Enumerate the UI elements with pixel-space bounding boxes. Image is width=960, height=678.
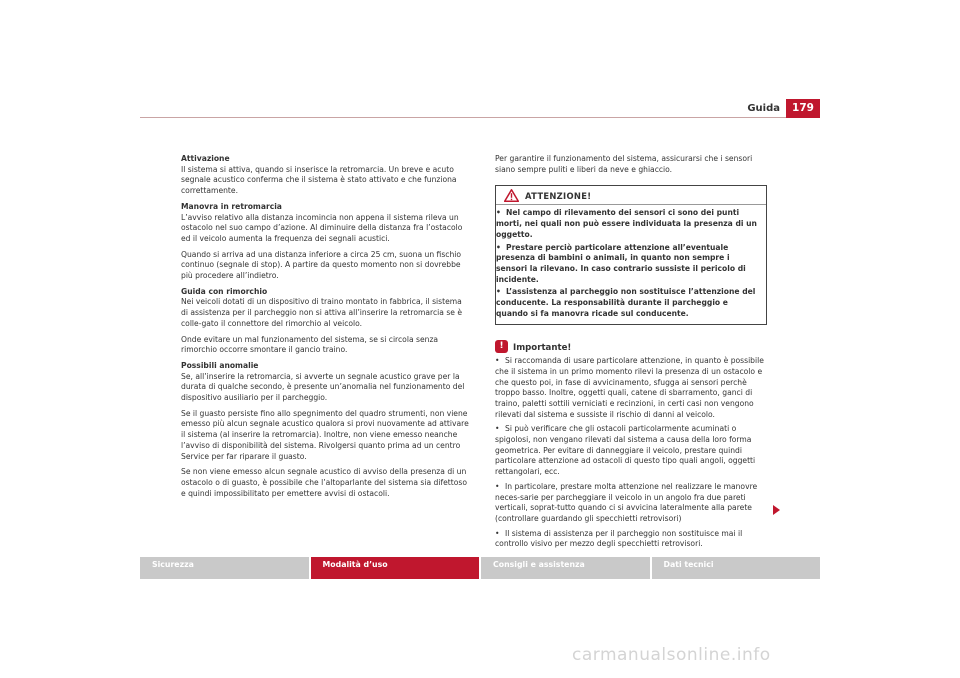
bullet: • xyxy=(495,528,500,538)
bullet: • xyxy=(495,356,500,366)
bullet: • xyxy=(496,208,501,218)
important-title: Importante! xyxy=(513,343,572,354)
header-rule xyxy=(140,117,820,118)
heading-manovra: Manovra in retromarcia xyxy=(181,201,282,211)
paragraph: Il sistema si attiva, quando si inserisce la retromarcia. Un breve e acuto segnale acustico conferma che il sistema è stato attivato e che funziona correttamente. xyxy=(181,164,457,196)
paragraph: Se, all’inserire la retromarcia, si avverte un segnale acustico grave per la durata di qualche secondo, è presente un’anomalia nel funzionamento del dispositivo ausiliario per il parcheggio. xyxy=(181,371,465,403)
warning-item: • L’assistenza al parcheggio non sostituisce l’attenzione del conducente. La responsabilità durante il parcheggio e quando si fa manovra ricade sul conducente. xyxy=(496,287,756,318)
bullet: • xyxy=(496,242,501,252)
page-number: 179 xyxy=(786,99,820,118)
important-item: • Il sistema di assistenza per il parcheggio non sostituisce mai il controllo visivo per mezzo degli specchietti retrovisori. xyxy=(495,528,743,549)
important-header xyxy=(495,339,767,354)
important-item: • Si può verificare che gli ostacoli particolarmente acuminati o spigolosi, non vengano rilevati dal sistema a causa della loro forma geometrica. Per evitare di danneggiare il veicolo, prestare quindi particolare attenzione ad ostacoli di questo tipo quali angoli, oggetti rettangolari, ecc. xyxy=(495,424,756,477)
tab-dati-tecnici[interactable]: Dati tecnici xyxy=(650,557,821,579)
bullet: • xyxy=(496,287,501,297)
warning-title: ATTENZIONE! xyxy=(525,190,592,201)
footer-nav xyxy=(140,557,820,579)
right-column xyxy=(495,154,767,554)
heading-anomalie: Possibili anomalie xyxy=(181,360,259,370)
important-item: • Si raccomanda di usare particolare attenzione, in quanto è possibile che il sistema in un primo momento rilevi la presenza di un ostacolo e che questo poi, in fase di avvicinamento, sfugga ai sensori perchè troppo basso. Inoltre, oggetti quali, catene di sbarramento, ganci di traino, paletti sottili verniciati e recinzioni, in certi casi non vengono rilevati dal sistema e sussiste il rischio di danni al veicolo. xyxy=(495,356,764,419)
bullet: • xyxy=(495,424,500,434)
bullet: • xyxy=(495,481,500,491)
tab-sicurezza[interactable]: Sicurezza xyxy=(140,557,309,579)
section-title: Guida xyxy=(747,103,780,114)
watermark: carmanualsonline.info xyxy=(572,645,771,665)
left-column xyxy=(181,154,471,504)
intro-paragraph: Per garantire il funzionamento del sistema, assicurarsi che i sensori siano sempre puliti e liberi da neve e ghiaccio. xyxy=(495,154,753,174)
tab-modalita-uso[interactable]: Modalità d’uso xyxy=(309,557,480,579)
paragraph: Onde evitare un mal funzionamento del sistema, se si circola senza rimorchio occorre smontare il gancio traino. xyxy=(181,334,439,355)
important-item: • In particolare, prestare molta attenzione nel realizzare le manovre neces-sarie per parcheggiare il veicolo in un angolo fra due pareti verticali, soprat-tutto quando ci si avvicina lateralmente alla parete (controllare guardando gli specchietti retrovisori) xyxy=(495,481,758,523)
warning-item: • Nel campo di rilevamento dei sensori ci sono dei punti morti, nei quali non può essere individuata la presenza di un oggetto. xyxy=(496,208,757,239)
warning-header xyxy=(496,186,766,205)
continue-arrow-icon xyxy=(773,505,780,515)
paragraph: Se non viene emesso alcun segnale acustico di avviso della presenza di un ostacolo o di guasto, è possibile che l’altoparlante del sistema sia difettoso e quindi impossibilitato per emettere avvisi di ostacoli. xyxy=(181,467,468,498)
heading-attivazione: Attivazione xyxy=(181,154,230,163)
warning-box xyxy=(495,185,767,325)
paragraph: L’avviso relativo alla distanza incomincia non appena il sistema rileva un ostacolo nel suo campo d’azione. Al diminuire della distanza fra l’ostacolo ed il veicolo aumenta la frequenza dei segnali acustici. xyxy=(181,212,463,243)
tab-consigli-assistenza[interactable]: Consigli e assistenza xyxy=(479,557,650,579)
warning-triangle-icon xyxy=(504,189,519,202)
paragraph: Se il guasto persiste fino allo spegnimento del quadro strumenti, non viene emesso più alcun segnale acustico qualora si provi nuovamente ad attivare il sistema (al inserire la retromarcia). Inoltre, non viene emesso neanche l’avviso di disponibilità del sistema. Rivolgersi quanto prima ad un centro Service per far riparare il guasto. xyxy=(181,408,469,461)
heading-rimorchio: Guida con rimorchio xyxy=(181,286,268,296)
warning-item: • Prestare perciò particolare attenzione all’eventuale presenza di bambini o animali, in quanto non sempre i sensori la rilevano. In caso contrario sussiste il pericolo di incidente. xyxy=(496,242,746,284)
exclamation-icon: ! xyxy=(495,340,508,353)
paragraph: Quando si arriva ad una distanza inferiore a circa 25 cm, suona un fischio continuo (segnale di stop). A partire da questo momento non si dovrebbe più procedere all’indietro. xyxy=(181,249,462,281)
paragraph: Nei veicoli dotati di un dispositivo di traino montato in fabbrica, il sistema di assistenza per il parcheggio non si attiva all’inserire la retromarcia se è colle-gato il connettore del rimorchio al veicolo. xyxy=(181,297,463,328)
